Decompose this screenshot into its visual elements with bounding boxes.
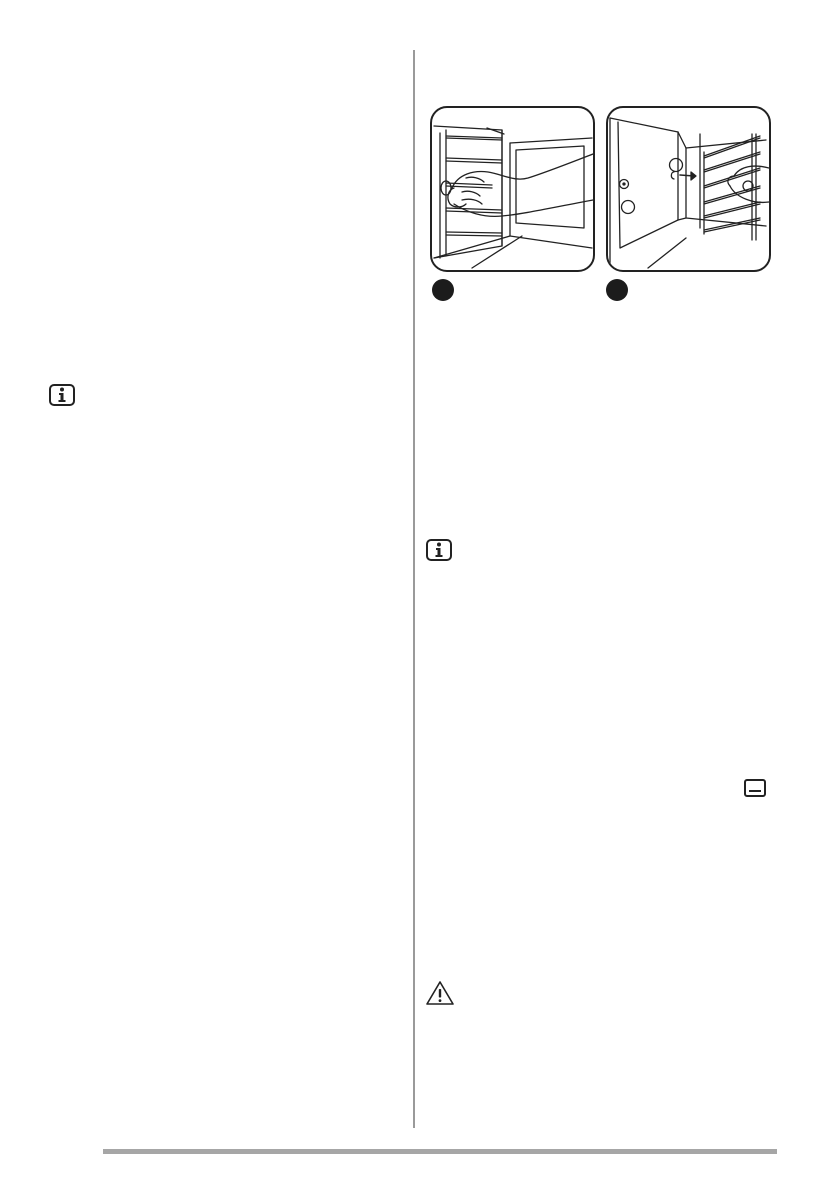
- column-divider: [413, 50, 415, 1128]
- step-2-marker: [606, 279, 628, 301]
- info-icon: [49, 384, 75, 406]
- shelf-support-figure-1: [430, 106, 595, 272]
- info-icon: [426, 539, 452, 561]
- oven-conventional-heat-icon: [744, 779, 766, 797]
- footer-rule: [103, 1149, 777, 1154]
- step-1-marker: [432, 279, 454, 301]
- warning-triangle-icon: [425, 980, 455, 1006]
- shelf-support-figure-2: [606, 106, 771, 272]
